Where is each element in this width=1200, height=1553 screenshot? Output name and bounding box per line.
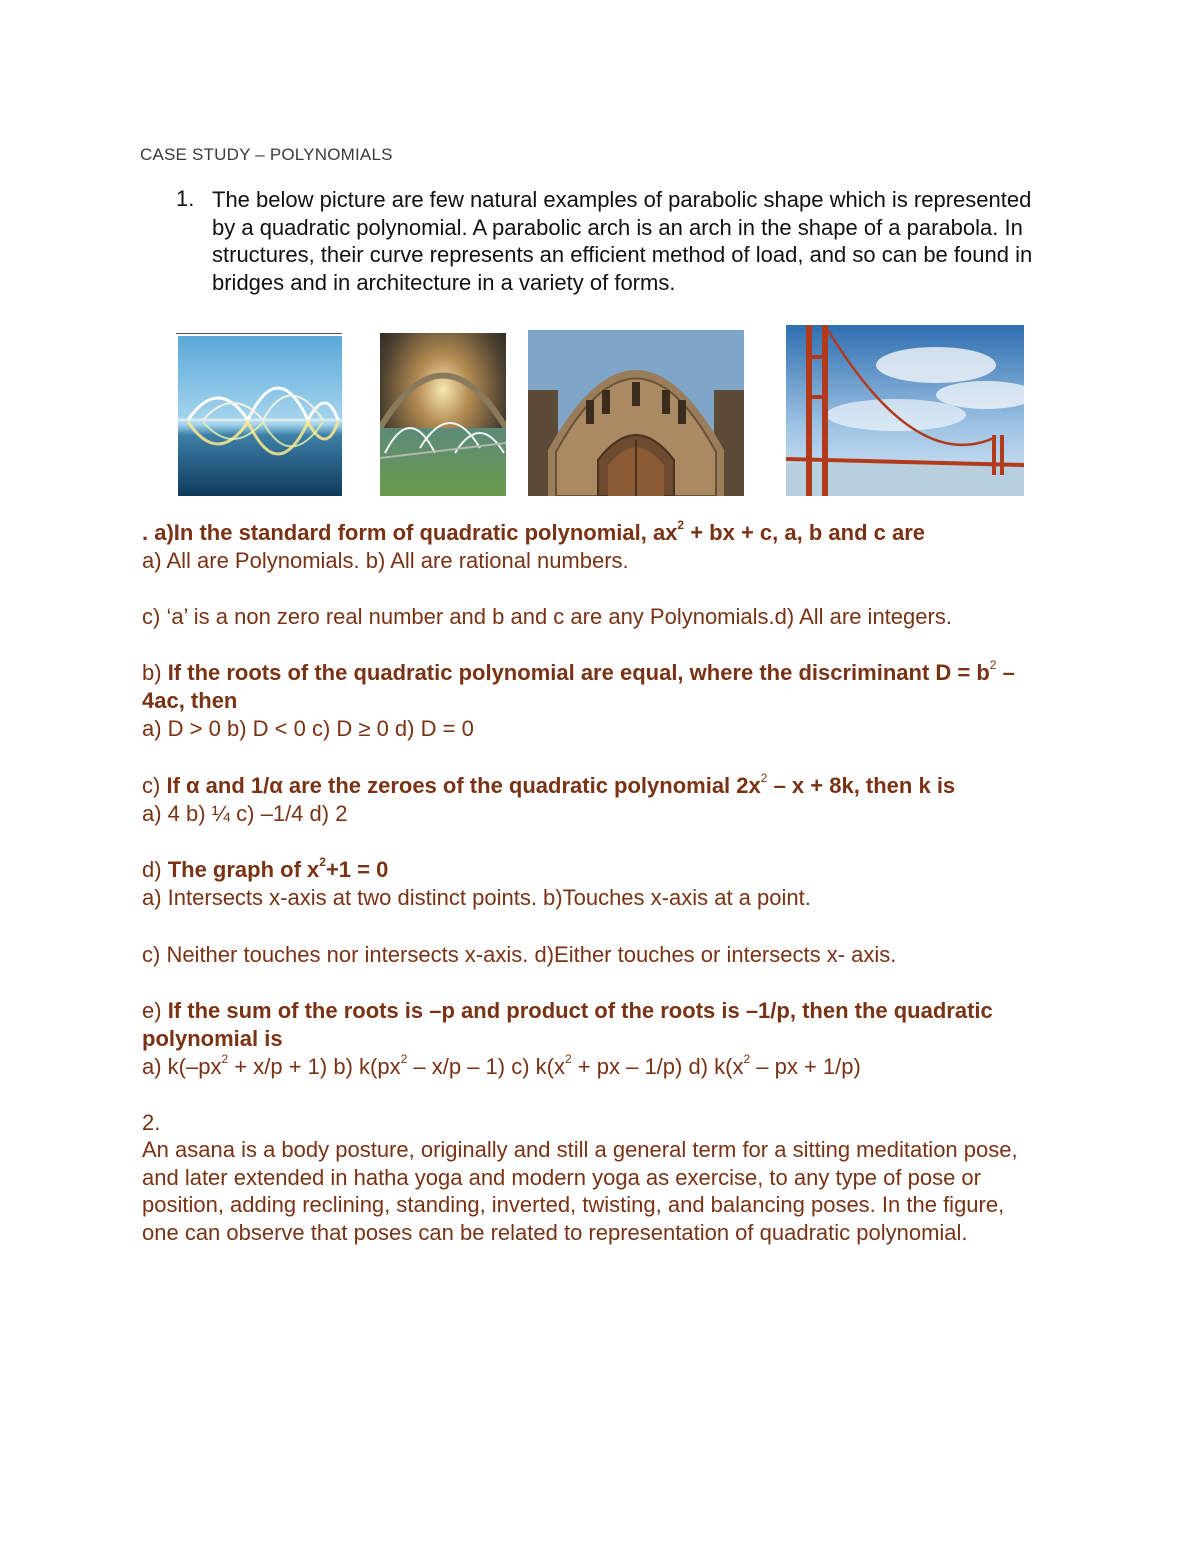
question-e-option-part-5: – px + 1/p) (750, 1054, 861, 1079)
question-d-text-end: +1 = 0 (325, 857, 389, 882)
question-b-continuation: 4ac, then (142, 688, 238, 713)
question-e-text-line-2: polynomial is (142, 1026, 283, 1051)
page-heading: CASE STUDY – POLYNOMIALS (140, 145, 393, 164)
question-e-exponent-4: 2 (743, 1052, 751, 1066)
question-b-text-start: If the roots of the quadratic polynomial are equal, where the discriminant D = b (167, 660, 990, 685)
question-e-text-line-1: If the sum of the roots is –p and product of the roots is –1/p, then the quadratic (167, 998, 993, 1023)
brick-arch-building-photo (528, 330, 744, 496)
question-c (142, 773, 955, 799)
question-d (142, 857, 388, 883)
question-b-exponent: 2 (989, 658, 997, 672)
question-c-text-start: If α and 1/α are the zeroes of the quadratic polynomial 2x (166, 773, 761, 798)
question-a-prefix: . (142, 520, 155, 545)
question-d-label: d) (142, 857, 168, 882)
question-e-options (142, 1054, 861, 1080)
question-e-option-part-1: a) k(–px (142, 1054, 222, 1079)
question-e-option-part-2: + x/p + 1) b) k(px (228, 1054, 401, 1079)
question-b (142, 660, 1015, 686)
question-e-label: e) (142, 998, 168, 1023)
question-a-options-line-1: a) All are Polynomials. b) All are rational numbers. (142, 548, 629, 573)
question-a-exponent: 2 (677, 518, 685, 532)
question-c-options: a) 4 b) ¼ c) –1/4 d) 2 (142, 801, 348, 826)
question-e-exponent-1: 2 (221, 1052, 229, 1066)
question-e-exponent-3: 2 (564, 1052, 572, 1066)
question-b-options: a) D > 0 b) D < 0 c) D ≥ 0 d) D = 0 (142, 716, 474, 741)
tunnel-fountain-photo (380, 333, 506, 496)
question-c-text-end: – x + 8k, then k is (767, 773, 956, 798)
question-c-exponent: 2 (760, 771, 768, 785)
question-a-text-end: + bx + c, a, b and c are (684, 520, 926, 545)
question-e-option-part-3: – x/p – 1) c) k(x (407, 1054, 565, 1079)
question-d-text-start: The graph of x (167, 857, 320, 882)
question-b-label: b) (142, 660, 168, 685)
question-e (142, 998, 993, 1024)
question-e-exponent-2: 2 (400, 1052, 408, 1066)
question-1-number: 1. (176, 186, 195, 211)
question-d-options-line-1: a) Intersects x-axis at two distinct points. b)Touches x-axis at a point. (142, 885, 811, 910)
question-b-text-end: – (996, 660, 1015, 685)
question-d-exponent: 2 (319, 855, 326, 869)
suspension-bridge-photo (786, 325, 1024, 496)
question-a (142, 520, 925, 546)
question-2-number: 2. (142, 1110, 161, 1135)
question-a-text-start: a)In the standard form of quadratic polynomial, ax (154, 520, 678, 545)
question-2-text: An asana is a body posture, originally and still a general term for a sitting meditation pose, and later extended in hatha yoga and modern yoga as exercise, to any type of pose or position, adding reclining, standing, inverted, twisting, and balancing poses. In the figure, one can observe that poses can be related to representation of quadratic polynomial. (142, 1137, 1018, 1245)
question-d-options-line-2: c) Neither touches nor intersects x-axis. d)Either touches or intersects x- axis. (142, 942, 897, 967)
question-a-options-line-2: c) ‘a’ is a non zero real number and b and c are any Polynomials.d) All are integers. (142, 604, 952, 629)
question-1-text: The below picture are few natural examples of parabolic shape which is represented by a quadratic polynomial. A parabolic arch is an arch in the shape of a parabola. In structures, their curve represents an efficient method of load, and so can be found in bridges and in architecture in a variety of forms. (212, 187, 1033, 295)
arch-bridge-photo (178, 336, 342, 496)
question-c-label: c) (142, 773, 167, 798)
photo-top-border (176, 333, 342, 334)
question-e-option-part-4: + px – 1/p) d) k(x (571, 1054, 744, 1079)
